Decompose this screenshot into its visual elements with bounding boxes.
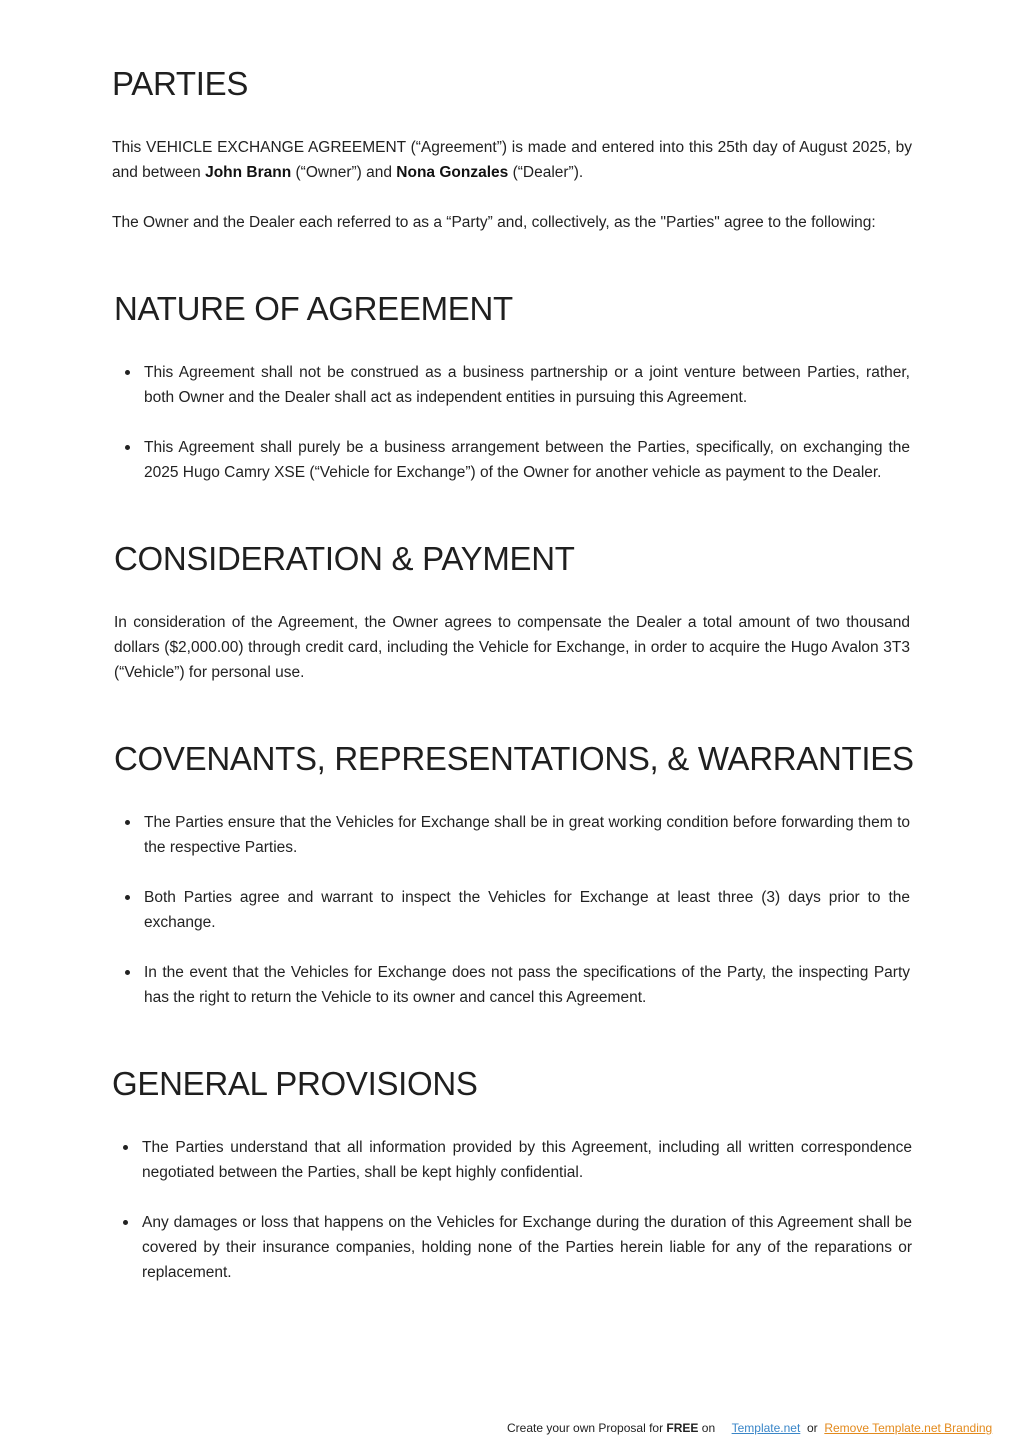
covenants-heading: COVENANTS, REPRESENTATIONS, & WARRANTIES xyxy=(114,740,914,777)
footer-on: on xyxy=(701,1421,716,1435)
parties-text-a: This VEHICLE EXCHANGE AGREEMENT (“Agreement”) is made and entered into this 25th day of August 2025, by and between xyxy=(112,139,912,181)
list-item: The Parties understand that all information provided by this Agreement, including all written correspondence negotiated between the Parties, shall be kept highly confidential. xyxy=(142,1135,912,1185)
general-list xyxy=(142,1135,912,1285)
parties-collective-paragraph: The Owner and the Dealer each referred to as a “Party” and, collectively, as the "Parties" agree to the following: xyxy=(112,214,876,231)
consideration-paragraph: In consideration of the Agreement, the Owner agrees to compensate the Dealer a total amount of two thousand dollars ($2,000.00) through credit card, including the Vehicle for Exchange, in order to acquire the Hugo Avalon 3T3 (“Vehicle”) for personal use. xyxy=(114,614,910,681)
parties-text-b: (“Owner”) and xyxy=(291,164,397,181)
nature-list xyxy=(144,360,910,485)
template-net-link[interactable]: Template.net xyxy=(731,1421,801,1435)
branding-footer xyxy=(507,1419,992,1437)
list-item: This Agreement shall not be construed as a business partnership or a joint venture between Parties, rather, both Owner and the Dealer shall act as independent entities in pursuing this Agreement. xyxy=(144,360,910,410)
owner-name: John Brann xyxy=(205,164,292,181)
list-item: In the event that the Vehicles for Exchange does not pass the specifications of the Party, the inspecting Party has the right to return the Vehicle to its owner and cancel this Agreement. xyxy=(144,960,910,1010)
list-item: Any damages or loss that happens on the Vehicles for Exchange during the duration of this Agreement shall be covered by their insurance companies, holding none of the Parties herein liable for any of the reparations or replacement. xyxy=(142,1210,912,1285)
footer-or: or xyxy=(806,1421,818,1435)
nature-heading: NATURE OF AGREEMENT xyxy=(114,290,513,327)
footer-prefix: Create your own Proposal for xyxy=(507,1421,667,1435)
parties-paragraph xyxy=(112,135,912,185)
dealer-name: Nona Gonzales xyxy=(396,164,509,181)
remove-branding-link[interactable]: Remove Template.net Branding xyxy=(824,1421,993,1435)
footer-free: FREE xyxy=(666,1421,699,1435)
list-item: Both Parties agree and warrant to inspect the Vehicles for Exchange at least three (3) days prior to the exchange. xyxy=(144,885,910,935)
general-heading: GENERAL PROVISIONS xyxy=(112,1065,478,1102)
parties-text-c: (“Dealer”). xyxy=(508,164,584,181)
covenants-list xyxy=(144,810,910,1010)
list-item: This Agreement shall purely be a business arrangement between the Parties, specifically, on exchanging the 2025 Hugo Camry XSE (“Vehicle for Exchange”) of the Owner for another vehicle as payment to the Dealer. xyxy=(144,435,910,485)
parties-heading: PARTIES xyxy=(112,65,249,102)
consideration-heading: CONSIDERATION & PAYMENT xyxy=(114,540,575,577)
list-item: The Parties ensure that the Vehicles for Exchange shall be in great working condition before forwarding them to the respective Parties. xyxy=(144,810,910,860)
